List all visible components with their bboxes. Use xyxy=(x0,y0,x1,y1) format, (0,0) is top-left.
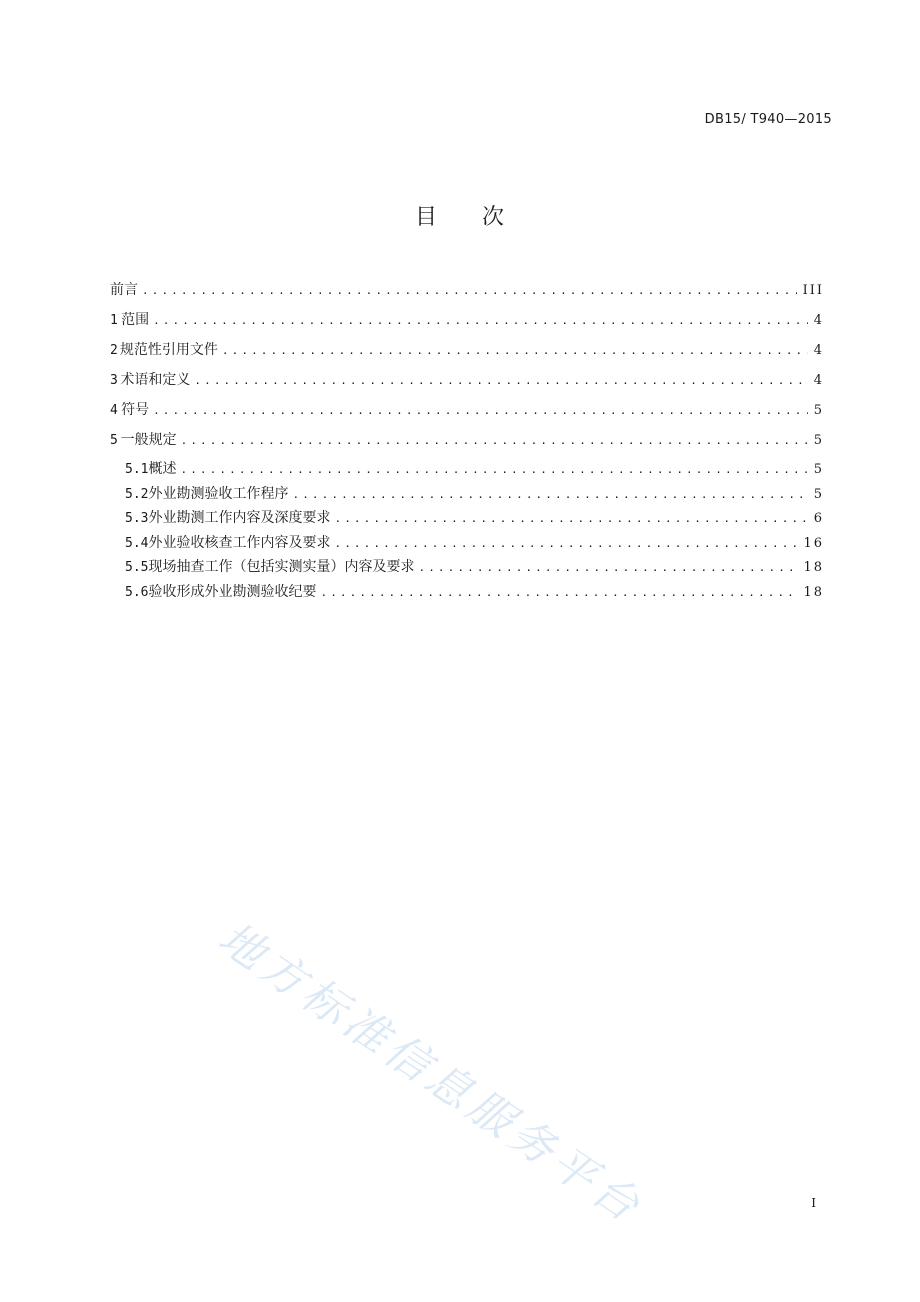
dot-leader xyxy=(320,581,797,605)
toc-entry-page: 6 xyxy=(813,511,824,526)
dot-leader xyxy=(418,556,797,580)
toc-entry-label: 规范性引用文件 xyxy=(119,342,218,358)
toc-entry-label: 外业验收核查工作内容及要求 xyxy=(148,534,331,551)
toc-entry-page: 18 xyxy=(803,560,824,575)
toc-entry-page: 16 xyxy=(803,535,824,551)
document-code: DB15/ T940—2015 xyxy=(704,112,832,127)
toc-entry-5-6[interactable] xyxy=(110,580,824,605)
toc-entry-5-3[interactable] xyxy=(110,506,824,531)
toc-entry-page: 5 xyxy=(813,486,824,502)
dot-leader xyxy=(334,507,807,531)
toc-title-right: 次 xyxy=(482,205,506,230)
toc-entry-page: 5 xyxy=(813,462,824,477)
toc-title xyxy=(0,200,920,231)
toc-entry-foreword[interactable] xyxy=(110,277,824,307)
dot-leader xyxy=(292,483,807,507)
toc-entry-label: 一般规定 xyxy=(120,432,177,448)
toc-entry-3[interactable] xyxy=(110,367,824,397)
toc-entry-5-4[interactable] xyxy=(110,531,824,556)
toc-entry-number: 5.6 xyxy=(125,584,149,600)
toc-entry-label: 范围 xyxy=(121,312,150,328)
toc-entry-2[interactable] xyxy=(110,337,824,367)
toc-entry-label: 现场抽查工作（包括实测实量）内容及要求 xyxy=(148,559,415,575)
toc-entry-label: 验收形成外业勘测验收纪要 xyxy=(148,583,317,600)
toc-entry-1[interactable] xyxy=(110,307,824,337)
toc-entry-number: 5.3 xyxy=(125,511,149,526)
toc-entry-5-5[interactable] xyxy=(110,555,824,580)
toc-entry-number: 5 xyxy=(110,433,118,448)
toc-entry-number: 1 xyxy=(110,313,118,328)
toc-entry-number: 2 xyxy=(110,343,118,358)
toc-entry-page: 4 xyxy=(813,343,824,358)
toc-entry-number: 5.4 xyxy=(125,535,149,551)
toc-entry-page: 4 xyxy=(813,313,824,328)
toc-entry-label: 术语和定义 xyxy=(120,372,191,388)
toc-entry-label: 概述 xyxy=(148,461,177,477)
toc-entry-page: 18 xyxy=(803,584,824,600)
toc-entry-label: 符号 xyxy=(121,402,150,418)
toc-entry-5-2[interactable] xyxy=(110,482,824,507)
dot-leader xyxy=(180,458,807,482)
toc-entry-page: 4 xyxy=(813,373,824,388)
toc-entry-number: 5.1 xyxy=(125,462,149,477)
dot-leader xyxy=(153,398,808,424)
table-of-contents xyxy=(110,277,824,604)
dot-leader xyxy=(194,368,807,394)
toc-entry-5-1[interactable] xyxy=(110,457,824,482)
watermark: 地方标准信息服务平台 xyxy=(209,912,653,1235)
dot-leader xyxy=(142,278,797,304)
toc-entry-label: 外业勘测验收工作程序 xyxy=(148,485,289,502)
toc-entry-number: 4 xyxy=(110,403,118,418)
toc-entry-number: 3 xyxy=(110,373,118,388)
toc-entry-label: 外业勘测工作内容及深度要求 xyxy=(148,510,331,526)
dot-leader xyxy=(334,532,797,556)
toc-entry-number: 5.5 xyxy=(125,560,149,575)
toc-entry-label: 前言 xyxy=(110,282,138,298)
toc-title-left: 目 xyxy=(414,205,438,230)
toc-entry-page: III xyxy=(802,283,824,298)
dot-leader xyxy=(153,308,808,334)
dot-leader xyxy=(222,338,808,364)
toc-entry-page: 5 xyxy=(813,403,824,418)
toc-entry-5[interactable] xyxy=(110,427,824,457)
toc-entry-page: 5 xyxy=(813,433,824,448)
dot-leader xyxy=(181,428,808,454)
toc-entry-number: 5.2 xyxy=(125,486,149,502)
page-number: I xyxy=(811,1196,816,1210)
toc-entry-4[interactable] xyxy=(110,397,824,427)
